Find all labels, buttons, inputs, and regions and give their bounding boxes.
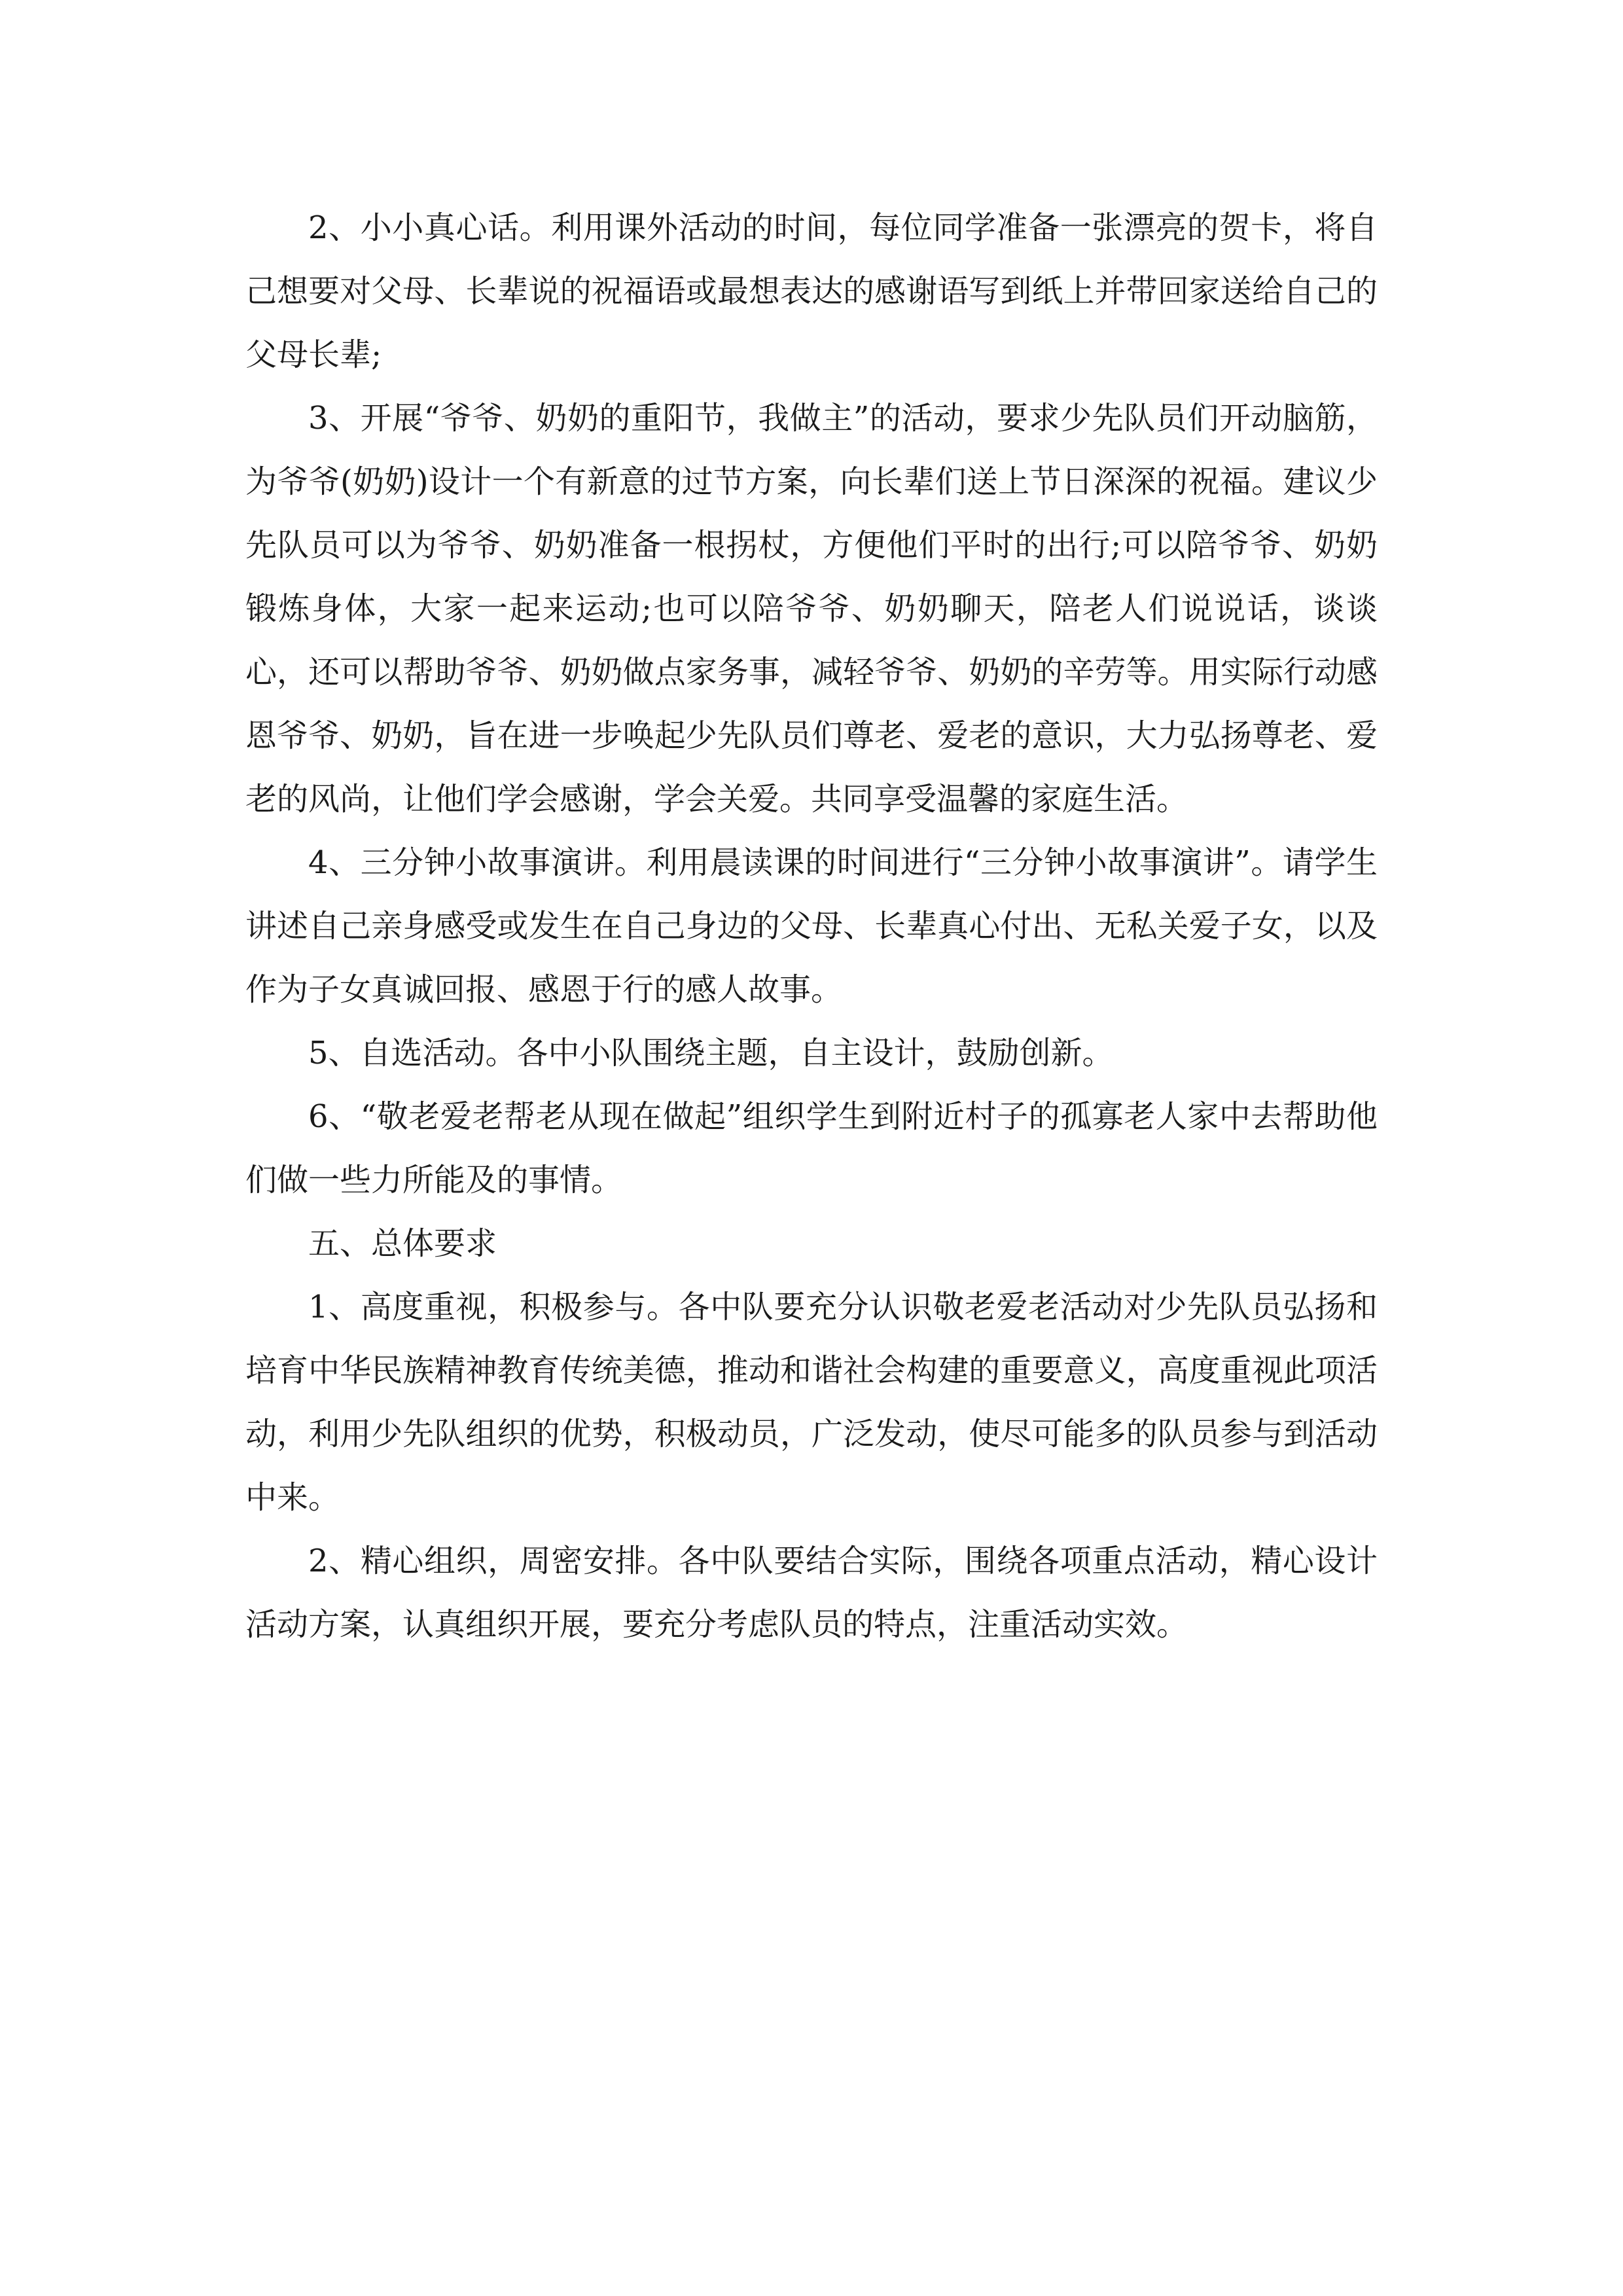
paragraph-activity-4: 4、三分钟小故事演讲。利用晨读课的时间进行“三分钟小故事演讲”。请学生讲述自己亲身感受或发生在自己身边的父母、长辈真心付出、无私关爱子女，以及作为子女真诚回报、感恩于行的感人故事。 [245, 844, 1378, 1008]
paragraph-activity-2: 2、小小真心话。利用课外活动的时间，每位同学准备一张漂亮的贺卡，将自己想要对父母、长辈说的祝福语或最想表达的感谢语写到纸上并带回家送给自己的父母长辈; [245, 209, 1378, 373]
paragraph-requirement-2: 2、精心组织，周密安排。各中队要结合实际，围绕各项重点活动，精心设计活动方案，认真组织开展，要充分考虑队员的特点，注重活动实效。 [245, 1543, 1378, 1643]
paragraph-activity-3: 3、开展“爷爷、奶奶的重阳节，我做主”的活动，要求少先队员们开动脑筋，为爷爷(奶奶)设计一个有新意的过节方案，向长辈们送上节日深深的祝福。建议少先队员可以为爷爷、奶奶准备一根拐杖，方便他们平时的出行;可以陪爷爷、奶奶锻炼身体，大家一起来运动;也可以陪爷爷、奶奶聊天，陪老人们说说话，谈谈心，还可以帮助爷爷、奶奶做点家务事，减轻爷爷、奶奶的辛劳等。用实际行动感恩爷爷、奶奶，旨在进一步唤起少先队员们尊老、爱老的意识，大力弘扬尊老、爱老的风尚，让他们学会感谢，学会关爱。共同享受温馨的家庭生活。 [245, 400, 1378, 817]
paragraph-requirement-1: 1、高度重视，积极参与。各中队要充分认识敬老爱老活动对少先队员弘扬和培育中华民族精神教育传统美德，推动和谐社会构建的重要意义，高度重视此项活动，利用少先队组织的优势，积极动员，广泛发动，使尽可能多的队员参与到活动中来。 [245, 1289, 1378, 1516]
paragraph-activity-6: 6、“敬老爱老帮老从现在做起”组织学生到附近村子的孤寡老人家中去帮助他们做一些力所能及的事情。 [245, 1098, 1378, 1198]
document-body [245, 196, 1378, 1657]
section-heading-requirements: 五、总体要求 [308, 1225, 497, 1262]
paragraph-activity-5: 5、自选活动。各中小队围绕主题，自主设计，鼓励创新。 [308, 1035, 1114, 1071]
